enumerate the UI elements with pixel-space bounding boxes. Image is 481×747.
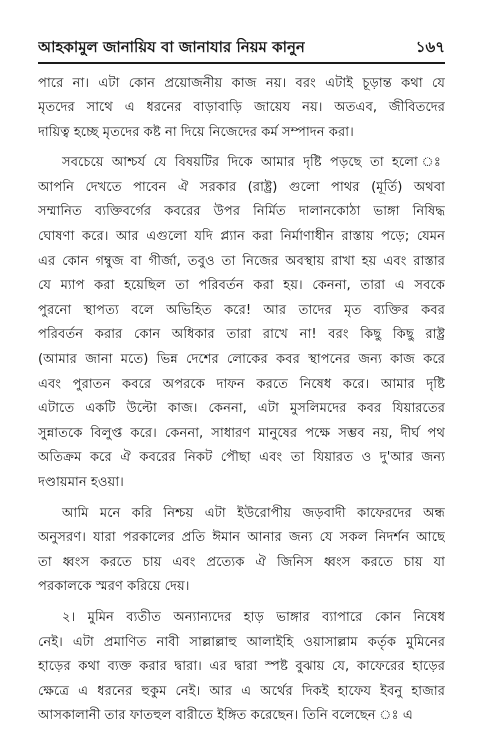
text-line: এবং পুরাতন কবরে অপরকে দাফন করতে নিষেধ করে। আমার দৃষ্টি xyxy=(38,376,445,392)
text-line: দণ্ডায়মান হওয়া। xyxy=(38,475,124,490)
text-line: সুন্নাতকে বিলুপ্ত করে। কেননা, সাধারণ মানুষের পক্ষে সম্ভব নয়, দীর্ঘ পথ xyxy=(38,425,445,441)
running-header xyxy=(38,38,445,56)
page-number: ১৬৭ xyxy=(415,38,445,56)
text-line: আমি মনে করি নিশ্চয় এটা ইউরোপীয় জড়বাদী কাফেরদের অন্ধ xyxy=(62,505,445,521)
text-line: (আমার জানা মতে) ভিন্ন দেশের লোকের কবর স্থাপনের জন্য কাজ করে xyxy=(38,352,445,368)
text-line: পরকালকে স্মরণ করিয়ে দেয়। xyxy=(38,579,190,595)
header-rule xyxy=(38,62,445,64)
paragraph xyxy=(38,151,445,495)
text-line: আসকালানী তার ফাতহুল বারীতে ইঙ্গিত করেছেন। তিনি বলেছেন ঃ এ xyxy=(38,708,413,724)
text-line: হাড়ের কথা ব্যক্ত করার দ্বারা। এর দ্বারা স্পষ্ট বুঝায় যে, কাফেরের হাড়ের xyxy=(38,659,445,675)
paragraph xyxy=(38,502,445,600)
text-line: ঘোষণা করে। আর এগুলো যদি প্ল্যান করা নির্মাণাধীন রাস্তায় পড়ে; যেমন xyxy=(38,229,445,245)
text-line: যে ম্যাপ করা হয়েছিল তা পরিবর্তন করা হয়। কেননা, তারা এ সবকে xyxy=(38,278,445,294)
text-line: অতিক্রম করে ঐ কবরের নিকট পৌছা এবং তা যিয়ারত ও দু'আর জন্য xyxy=(38,450,445,466)
text-line: মৃতদের সাথে এ ধরনের বাড়াবাড়ি জায়েয নয়। অতএব, জীবিতদের xyxy=(38,100,445,116)
text-line: এটাতে একটি উল্টো কাজ। কেননা, এটা মুসলিমদের কবর যিয়ারতের xyxy=(38,401,445,417)
text-line: ক্ষেত্রে এ ধরনের হুকুম নেই। আর এ অর্থের দিকই হাফেয ইবনু হাজার xyxy=(38,683,445,699)
text-line: তা ধ্বংস করতে চায় এবং প্রত্যেক ঐ জিনিস ধ্বংস করতে চায় যা xyxy=(38,554,445,570)
paragraph xyxy=(38,72,445,146)
text-line: এর কোন গম্বুজ বা গীর্জা, তবুও তা নিজের অবস্থায় রাখা হয় এবং রাস্তার xyxy=(38,253,445,269)
running-title: আহকামুল জানায়িয বা জানাযার নিয়ম কানুন xyxy=(38,38,305,56)
text-line: ২। মুমিন ব্যতীত অন্যান্যদের হাড় ভাঙ্গার ব্যাপারে কোন নিষেধ xyxy=(62,609,445,625)
body-text xyxy=(38,72,445,729)
text-line: সম্মানিত ব্যক্তিবর্গের কবরের উপর নির্মিত দালানকোঠা ভাঙ্গা নিষিদ্ধ xyxy=(38,204,445,220)
text-line: নেই। এটা প্রমাণিত নাবী সাল্লাল্লাহু আলাইহি ওয়াসাল্লাম কর্তৃক মুমিনের xyxy=(38,634,445,650)
text-line: অনুসরণ। যারা পরকালের প্রতি ঈমান আনার জন্য যে সকল নিদর্শন আছে xyxy=(38,530,445,546)
text-line: সবচেয়ে আশ্চর্য যে বিষয়টির দিকে আমার দৃষ্টি পড়ছে তা হলো ঃ xyxy=(62,155,445,171)
text-line: আপনি দেখতে পাবেন ঐ সরকার (রাষ্ট্র) গুলো পাথর (মূর্তি) অথবা xyxy=(38,179,445,195)
text-line: পুরনো স্থাপত্য বলে অভিহিত করে! আর তাদের মৃত ব্যক্তির কবর xyxy=(38,302,445,318)
text-line: পারে না। এটা কোন প্রয়োজনীয় কাজ নয়। বরং এটাই চূড়ান্ত কথা যে xyxy=(38,75,445,91)
text-line: পরিবর্তন করার কোন অধিকার তারা রাখে না! বরং কিছু কিছু রাষ্ট্র xyxy=(38,327,445,343)
paragraph xyxy=(38,606,445,729)
text-line: দায়িত্ব হচ্ছে মৃতদের কষ্ট না দিয়ে নিজেদের কর্ম সম্পাদন করা। xyxy=(38,124,354,140)
